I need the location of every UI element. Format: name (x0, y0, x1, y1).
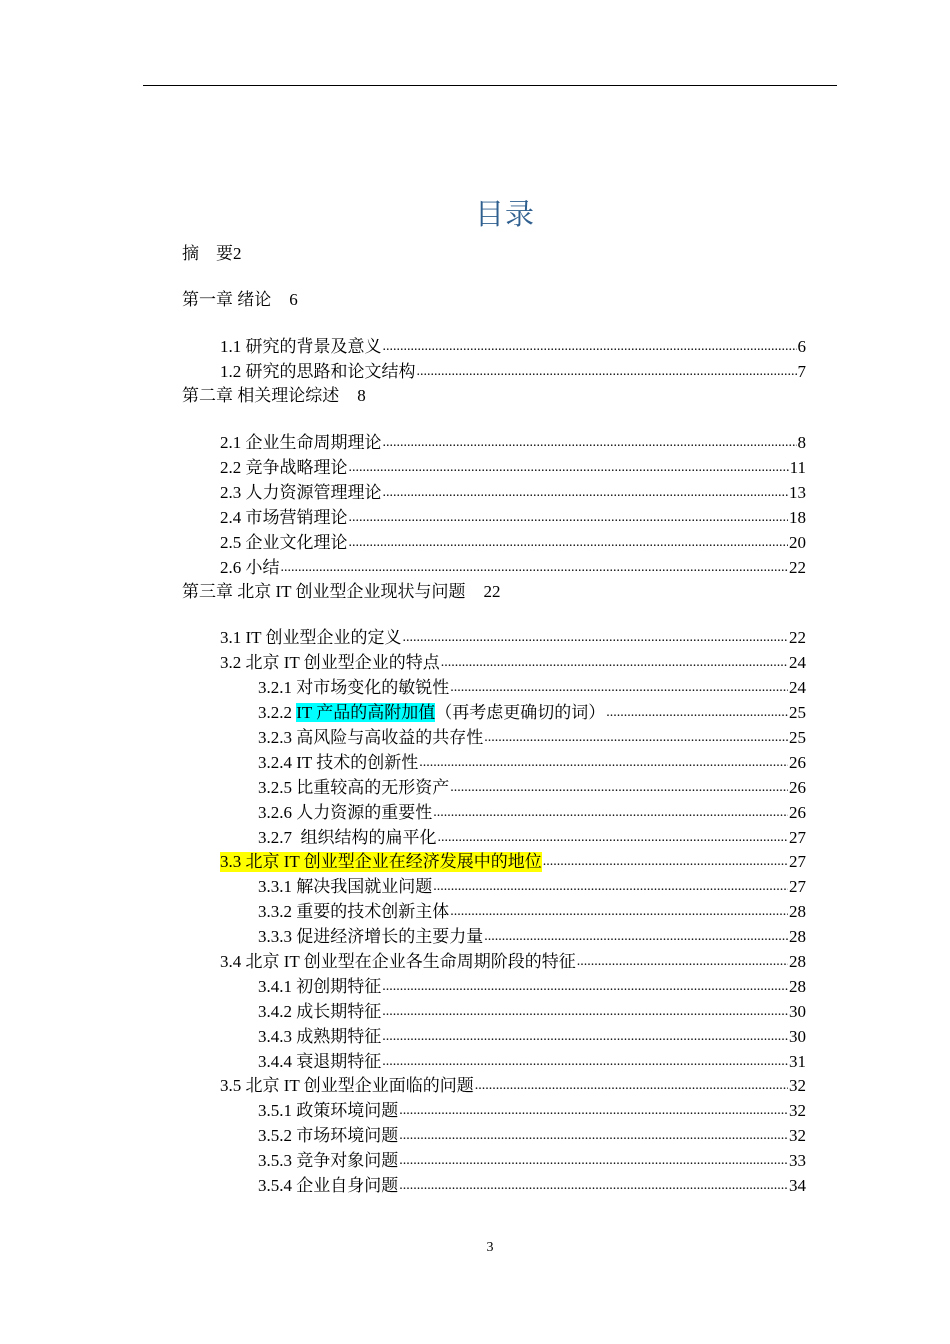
toc-entry-3-2-2[interactable] (258, 703, 806, 723)
toc-entry-3-5-2[interactable] (258, 1126, 806, 1146)
toc-entry-2-1[interactable] (220, 433, 806, 453)
toc-entry-1-1[interactable] (220, 337, 806, 357)
toc-label: 3.3.2 重要的技术创新主体 (258, 902, 450, 921)
toc-title: 目录 (474, 197, 535, 231)
toc-label: 摘 要 (182, 244, 233, 263)
toc-label: 3.4.2 成长期特征 (258, 1002, 382, 1021)
toc-page: 18 (789, 508, 806, 527)
toc-label: 3.4.3 成熟期特征 (258, 1027, 382, 1046)
toc-entry-3-3[interactable] (220, 852, 806, 872)
toc-page: 25 (789, 728, 806, 747)
toc-page: 26 (789, 778, 806, 797)
toc-page: 25 (789, 703, 806, 722)
toc-leader (349, 510, 789, 526)
toc-page: 28 (789, 902, 806, 921)
toc-leader (475, 1078, 788, 1094)
toc-entry-3-4[interactable] (220, 952, 806, 972)
toc-entry-2-4[interactable] (220, 508, 806, 528)
toc-label: 3.4.4 衰退期特征 (258, 1052, 382, 1071)
toc-entry-3-4-4[interactable] (258, 1052, 806, 1072)
toc-leader (403, 630, 789, 646)
toc-entry-abstract[interactable] (182, 244, 242, 264)
toc-entry-2-2[interactable] (220, 458, 806, 478)
toc-page: 30 (789, 1027, 806, 1046)
toc-leader (543, 854, 788, 870)
toc-leader (417, 364, 797, 380)
toc-page: 11 (789, 458, 806, 477)
toc-leader (382, 1054, 788, 1070)
toc-entry-3-4-1[interactable] (258, 977, 806, 997)
toc-label: 3.2.7 组织结构的扁平化 (258, 828, 437, 847)
toc-label: 2.5 企业文化理论 (220, 533, 348, 552)
toc-page: 8 (357, 386, 366, 405)
toc-label: 第三章 北京 IT 创业型企业现状与问题 (182, 582, 466, 601)
toc-leader (281, 560, 789, 576)
toc-page: 27 (789, 828, 806, 847)
toc-label: 第二章 相关理论综述 (182, 386, 340, 405)
toc-label: 3.2.6 人力资源的重要性 (258, 803, 433, 822)
toc-label: 3.1 IT 创业型企业的定义 (220, 628, 402, 647)
toc-leader (399, 1103, 788, 1119)
toc-page: 26 (789, 803, 806, 822)
toc-entry-3-2-6[interactable] (258, 803, 806, 823)
toc-leader (450, 680, 788, 696)
toc-leader (399, 1178, 788, 1194)
toc-leader (383, 339, 797, 355)
toc-label: 3.2.1 对市场变化的敏锐性 (258, 678, 450, 697)
toc-label-prefix: 3.2.2 (258, 703, 297, 722)
toc-leader (349, 460, 789, 476)
toc-label: 2.3 人力资源管理理论 (220, 483, 382, 502)
toc-page: 32 (789, 1076, 806, 1095)
toc-page: 6 (289, 290, 298, 309)
toc-leader (419, 755, 788, 771)
toc-leader (349, 535, 789, 551)
toc-leader (450, 904, 788, 920)
toc-page: 7 (797, 362, 806, 381)
toc-label: 3.2.3 高风险与高收益的共存性 (258, 728, 484, 747)
toc-label: 2.6 小结 (220, 558, 280, 577)
toc-page: 6 (797, 337, 806, 356)
toc-entry-2-3[interactable] (220, 483, 806, 503)
toc-label: 3.5 北京 IT 创业型企业面临的问题 (220, 1076, 474, 1095)
toc-page: 32 (789, 1101, 806, 1120)
toc-label: 3.4 北京 IT 创业型在企业各生命周期阶段的特征 (220, 952, 576, 971)
toc-chapter-3[interactable] (182, 582, 501, 602)
toc-label: 3.5.2 市场环境问题 (258, 1126, 399, 1145)
toc-entry-3-3-3[interactable] (258, 927, 806, 947)
toc-entry-1-2[interactable] (220, 362, 806, 382)
toc-entry-3-2-4[interactable] (258, 753, 806, 773)
toc-page: 22 (483, 582, 501, 601)
toc-page: 22 (789, 558, 806, 577)
toc-leader (399, 1153, 788, 1169)
toc-leader (382, 979, 788, 995)
toc-leader (438, 830, 789, 846)
toc-leader (399, 1128, 788, 1144)
highlighted-text: 3.3 北京 IT 创业型企业在经济发展中的地位 (220, 852, 542, 871)
toc-leader (606, 705, 788, 721)
toc-page: 2 (233, 244, 242, 263)
toc-label: 3.4.1 初创期特征 (258, 977, 382, 996)
toc-label: 3.3.3 促进经济增长的主要力量 (258, 927, 484, 946)
toc-label: 3.3.1 解决我国就业问题 (258, 877, 433, 896)
toc-label: 1.1 研究的背景及意义 (220, 337, 382, 356)
toc-entry-3-2-7[interactable] (258, 828, 806, 848)
header-rule (143, 85, 837, 86)
toc-leader (382, 1029, 788, 1045)
toc-entry-3-3-1[interactable] (258, 877, 806, 897)
toc-page: 20 (789, 533, 806, 552)
highlighted-text: IT 产品的高附加值 (296, 703, 436, 722)
toc-leader (433, 805, 788, 821)
toc-leader (382, 1004, 788, 1020)
toc-leader (577, 954, 788, 970)
toc-page: 31 (789, 1052, 806, 1071)
toc-label: 2.2 竞争战略理论 (220, 458, 348, 477)
toc-page: 33 (789, 1151, 806, 1170)
toc-entry-3-1[interactable] (220, 628, 806, 648)
toc-label: 2.4 市场营销理论 (220, 508, 348, 527)
toc-label: 3.2 北京 IT 创业型企业的特点 (220, 653, 440, 672)
toc-entry-3-2-3[interactable] (258, 728, 806, 748)
toc-page: 26 (789, 753, 806, 772)
toc-entry-3-5[interactable] (220, 1076, 806, 1096)
toc-label: 3.5.4 企业自身问题 (258, 1176, 399, 1195)
toc-label: 3.5.3 竞争对象问题 (258, 1151, 399, 1170)
toc-leader (450, 780, 788, 796)
toc-page: 27 (789, 877, 806, 896)
toc-entry-3-3-2[interactable] (258, 902, 806, 922)
toc-leader (484, 730, 788, 746)
toc-entry-3-5-1[interactable] (258, 1101, 806, 1121)
toc-label: 3.2.4 IT 技术的创新性 (258, 753, 419, 772)
editor-note: （再考虑更确切的词） (435, 703, 606, 722)
page-number: 3 (486, 1240, 494, 1255)
toc-entry-2-6[interactable] (220, 558, 806, 578)
toc-label: 第一章 绪论 (182, 290, 272, 309)
toc-entry-3-2[interactable] (220, 653, 806, 673)
toc-leader (433, 879, 788, 895)
toc-entry-2-5[interactable] (220, 533, 806, 553)
toc-entry-3-4-2[interactable] (258, 1002, 806, 1022)
toc-leader (441, 655, 788, 671)
toc-page: 34 (789, 1176, 806, 1195)
toc-entry-3-4-3[interactable] (258, 1027, 806, 1047)
toc-label: 1.2 研究的思路和论文结构 (220, 362, 416, 381)
toc-page: 22 (789, 628, 806, 647)
toc-entry-3-5-3[interactable] (258, 1151, 806, 1171)
toc-page: 28 (789, 952, 806, 971)
toc-chapter-1[interactable] (182, 290, 298, 310)
toc-page: 30 (789, 1002, 806, 1021)
toc-page: 24 (789, 653, 806, 672)
toc-page: 28 (789, 927, 806, 946)
toc-page: 32 (789, 1126, 806, 1145)
toc-label: 3.2.5 比重较高的无形资产 (258, 778, 450, 797)
toc-label: 3.5.1 政策环境问题 (258, 1101, 399, 1120)
toc-entry-3-5-4[interactable] (258, 1176, 806, 1196)
toc-page: 27 (789, 852, 806, 871)
toc-leader (383, 435, 797, 451)
toc-entry-3-2-5[interactable] (258, 778, 806, 798)
toc-chapter-2[interactable] (182, 386, 366, 406)
toc-page: 13 (789, 483, 806, 502)
toc-page: 28 (789, 977, 806, 996)
toc-label: 2.1 企业生命周期理论 (220, 433, 382, 452)
toc-entry-3-2-1[interactable] (258, 678, 806, 698)
toc-leader (383, 485, 789, 501)
toc-page: 24 (789, 678, 806, 697)
toc-label (258, 703, 605, 723)
toc-leader (484, 929, 788, 945)
toc-page: 8 (797, 433, 806, 452)
